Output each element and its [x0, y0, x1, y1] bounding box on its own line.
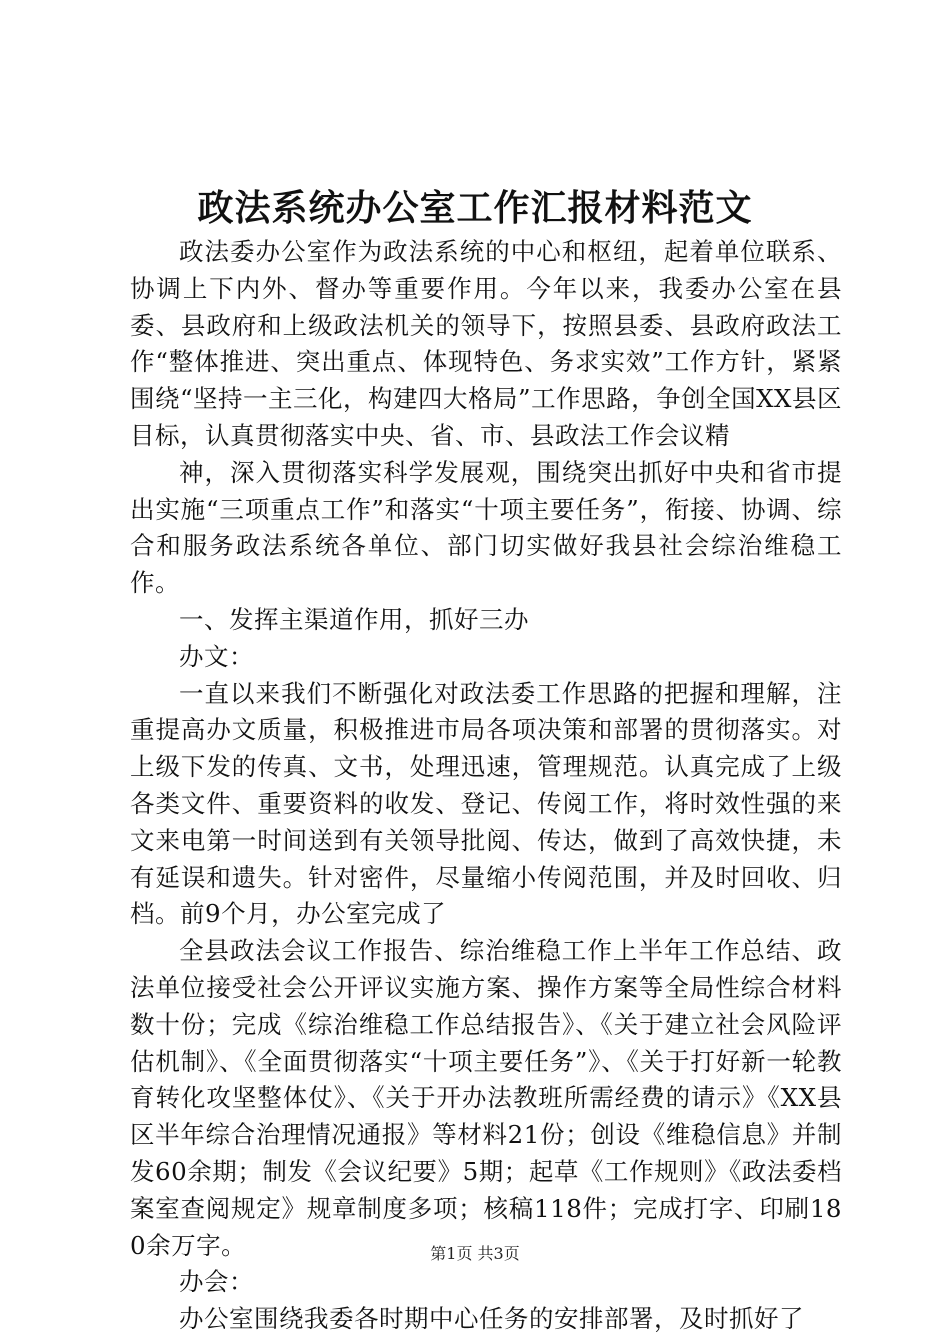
paragraph-meetings: 办公室围绕我委各时期中心任务的安排部署，及时抓好了	[179, 1304, 804, 1334]
paragraph-intro: 政法委办公室作为政法系统的中心和枢纽，起着单位联系、协调上下内外、督办等重要作用。今年以来，我委办公室在县委、县政府和上级政法机关的领导下，按照县委、县政府政法工作“整体推进、突出重点、体现特色、务求实效”工作方针，紧紧围绕“坚持一主三化，构建四大格局”工作思路，争创全国XX县区目标，认真贯彻落实中央、省、市、县政法工作会议精	[130, 237, 842, 450]
paragraph-continuation: 神，深入贯彻落实科学发展观，围绕突出抓好中央和省市提出实施“三项重点工作”和落实“十项主要任务”，衔接、协调、综合和服务政法系统各单位、部门切实做好我县社会综治维稳工作。	[130, 457, 842, 598]
subheading-meetings: 办会：	[179, 1267, 254, 1297]
page-footer: 第1页 共3页	[430, 1244, 520, 1263]
document-title: 政法系统办公室工作汇报材料范文	[197, 187, 753, 229]
section-heading-1: 一、发挥主渠道作用，抓好三办	[179, 604, 529, 634]
paragraph-materials: 全县政法会议工作报告、综治维稳工作上半年工作总结、政法单位接受社会公开评议实施方案、操作方案等全局性综合材料数十份；完成《综治维稳工作总结报告》、《关于建立社会风险评估机制》、《全面贯彻落实“十项主要任务”》、《关于打好新一轮教育转化攻坚整体仗》、《关于开办法教班所需经费的请示》《XX县区半年综合治理情况通报》等材料21份；创设《维稳信息》并制发60余期；制发《会议纪要》5期；起草《工作规则》《政法委档案室查阅规定》规章制度多项；核稿118件；完成打字、印刷180余万字。	[130, 936, 842, 1260]
document-body	[130, 234, 842, 1338]
subheading-document-handling: 办文：	[179, 641, 254, 671]
paragraph-document-handling: 一直以来我们不断强化对政法委工作思路的把握和理解，注重提高办文质量，积极推进市局各项决策和部署的贯彻落实。对上级下发的传真、文书，处理迅速，管理规范。认真完成了上级各类文件、重要资料的收发、登记、传阅工作，将时效性强的来文来电第一时间送到有关领导批阅、传达，做到了高效快捷，未有延误和遗失。针对密件，尽量缩小传阅范围，并及时回收、归档。前9个月，办公室完成了	[130, 678, 842, 929]
